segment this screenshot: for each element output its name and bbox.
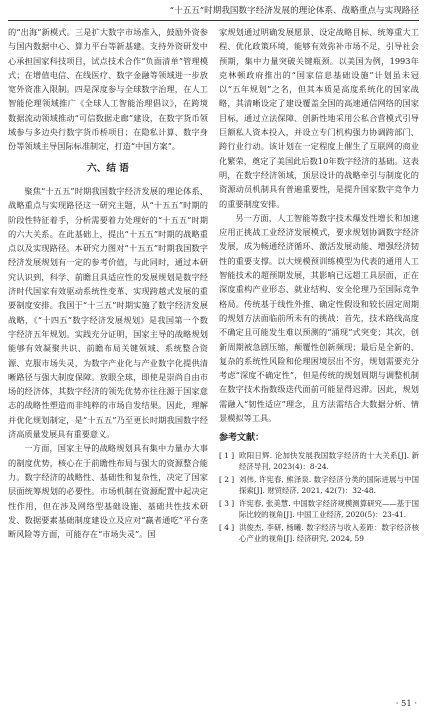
references-list [219, 450, 419, 545]
reference-item [219, 522, 419, 545]
reference-number: [ 4 ] [219, 522, 235, 532]
conclusion-paragraph-1: 聚焦“十五五”时期我国数字经济发展的理论体系、战略重点与实现路径这一研究主题，从“十五五”时期的阶段性特征着手，分析需要着力处理好的“十五五”时期的六大关系。在此基础上，提出“十五五”时期的战略重点以及实现路径。本研究力图对“十五五”时期我国数字经济发展规划有一定的参考价值，与此同时，通过本研究认识到，科学、前瞻且具适应性的发展规划是数字经济时代国家有效驱动系统性变革、实现跨越式发展的重要制度安排。我国于“十三五”时期实施了数字经济发展战略，《“十四五”数字经济发展规划》是我国第一个数字经济五年规划。实践充分证明，国家主导的战略规划能够有效凝聚共识、前瞻布局关键领域、系统整合资源、克服市场失灵，为数字产业化与产业数字化提供清晰路径与强大制度保障。放眼全球，即使是崇尚自由市场的经济体，其数字经济的领先优势亦往往源于国家意志的战略性塑造而非纯粹的市场自发结果。因此，理解并优化规划制定，是“十五五”乃至更长时期我国数字经济高质量发展具有重要意义。 [8, 185, 208, 440]
reference-item [219, 474, 419, 497]
reference-number: [ 1 ] [219, 450, 235, 460]
reference-text: 欧阳日辉. 论加快发展我国数字经济的十大关系[J]. 新经济导刊, 2023(4)：8-24. [239, 450, 419, 472]
right-paragraph-2: 另一方面，人工智能等数字技术爆发性增长和加速应用正挑战工业经济发展模式，要求规划协调数字经济发展，成为畅通经济循环、激活发展动能、增强经济韧性的重要支撑。以大规模预训练模型为代表的通用人工智能技术的超预期发展，其影响已远超工具层面，正在深度重构产业形态、就业结构、安全伦理乃至国际竞争格局。传统基于线性外推、确定性假设和较长固定周期的规划方法面临前所未有的挑战：首先，技术路线高度不确定且可能发生难以预测的“涌现”式突变；其次，创新周期被急剧压缩，颠覆性创新频现；最后是全新的、复杂的系统性风险和伦理困境层出不穷，规划需要充分考虑“深度不确定性”，但是传统的规划周期与调整机制在数字技术指数级迭代面前可能显得迟滞。因此，规划需融入“韧性适应”理念，且方法需结合大数据分析、情景模拟等工具。 [219, 212, 419, 424]
reference-number: [ 2 ] [219, 474, 235, 484]
reference-item [219, 498, 419, 521]
right-column [219, 25, 419, 546]
reference-text: 洪俊杰, 李研, 杨曦. 数字经济与收入差距：数字经济核心产业的视角[J]. 经济研究, 2024, 59 [239, 522, 419, 544]
header-rule [8, 20, 419, 21]
left-top-paragraph: 的“出海”新模式。三是扩大数字市场准入，鼓励外资参与国内数据中心、算力平台等新基建。支持外资研发中心承担国家科技项目，试点技术合作“负面清单”管理模式；在增值电信、在线医疗、数字金融等领域进一步放宽外资准入限制。四是深度参与全球数字治理，在人工智能伦理领域推广《全球人工智能治理倡议》，在跨境数据流动领域推动“可信数据走廊”建设，在数字货币领域参与多边央行数字货币桥项目；在隐私计算、数字身份等领域主导国际标准制定，打造“中国方案”。 [8, 27, 208, 152]
left-column [8, 25, 208, 541]
reference-number: [ 3 ] [219, 498, 235, 508]
conclusion-paragraph-2: 一方面，国家主导的战略规划具有集中力量办大事的制度优势，核心在于前瞻性布局与强大的资源整合能力。数字经济的战略性、基础性和复杂性，决定了国家层面统筹规划的必要性。市场机制在资源配置中起决定性作用，但在涉及网络型基础设施、基础共性技术研发、数据要素基础制度建设立及应对“赢者通吃”平台垄断风险等方面，可能存在“市场失灵”。国 [8, 443, 208, 540]
section-title-conclusion: 六、结 语 [87, 162, 129, 174]
reference-text: 许宪春, 张美慧. 中国数字经济规模测算研究——基于国际比较的视角[J]. 中国工业经济, 2020(5)：23-41. [239, 498, 419, 520]
reference-item [219, 450, 419, 473]
right-continued-paragraph: 家规划通过明确发展愿景、设定战略目标、统筹重大工程、优化政策环境，能够有效弥补市场不足，引导社会预期，集中力量突破关键瓶颈。以美国为例，1993年克林顿政府推出的“国家信息基础设施”计划虽未冠以“五年规划”之名，但其本质是高度系统化的国家战略，其清晰设定了建设覆盖全国的高速通信网络的国家目标，通过立法保障、创新性地采用公私合营模式引导巨额私人资本投入，并设立专门机构强力协调跨部门、跨行业行动。该计划在一定程度上催生了互联网的商业化繁荣，奠定了美国此后数10年数字经济的基础。这表明，在数字经济领域，顶层设计的战略牵引与制度化的资源动员机制具有普遍重要性，是提升国家数字竞争力的重要制度安排。 [219, 27, 419, 209]
page-number: · 51 · [395, 698, 417, 708]
references-title: 参考文献： [219, 433, 265, 444]
reference-text: 刘伟, 许宪春, 熊泽泉. 数字经济分类的国际进展与中国探索[J]. 财贸经济, 2021, 42(7)：32-48. [239, 474, 419, 496]
running-header: “十五五”时期我国数字经济发展的理论体系、战略重点与实现路径 [169, 6, 419, 16]
